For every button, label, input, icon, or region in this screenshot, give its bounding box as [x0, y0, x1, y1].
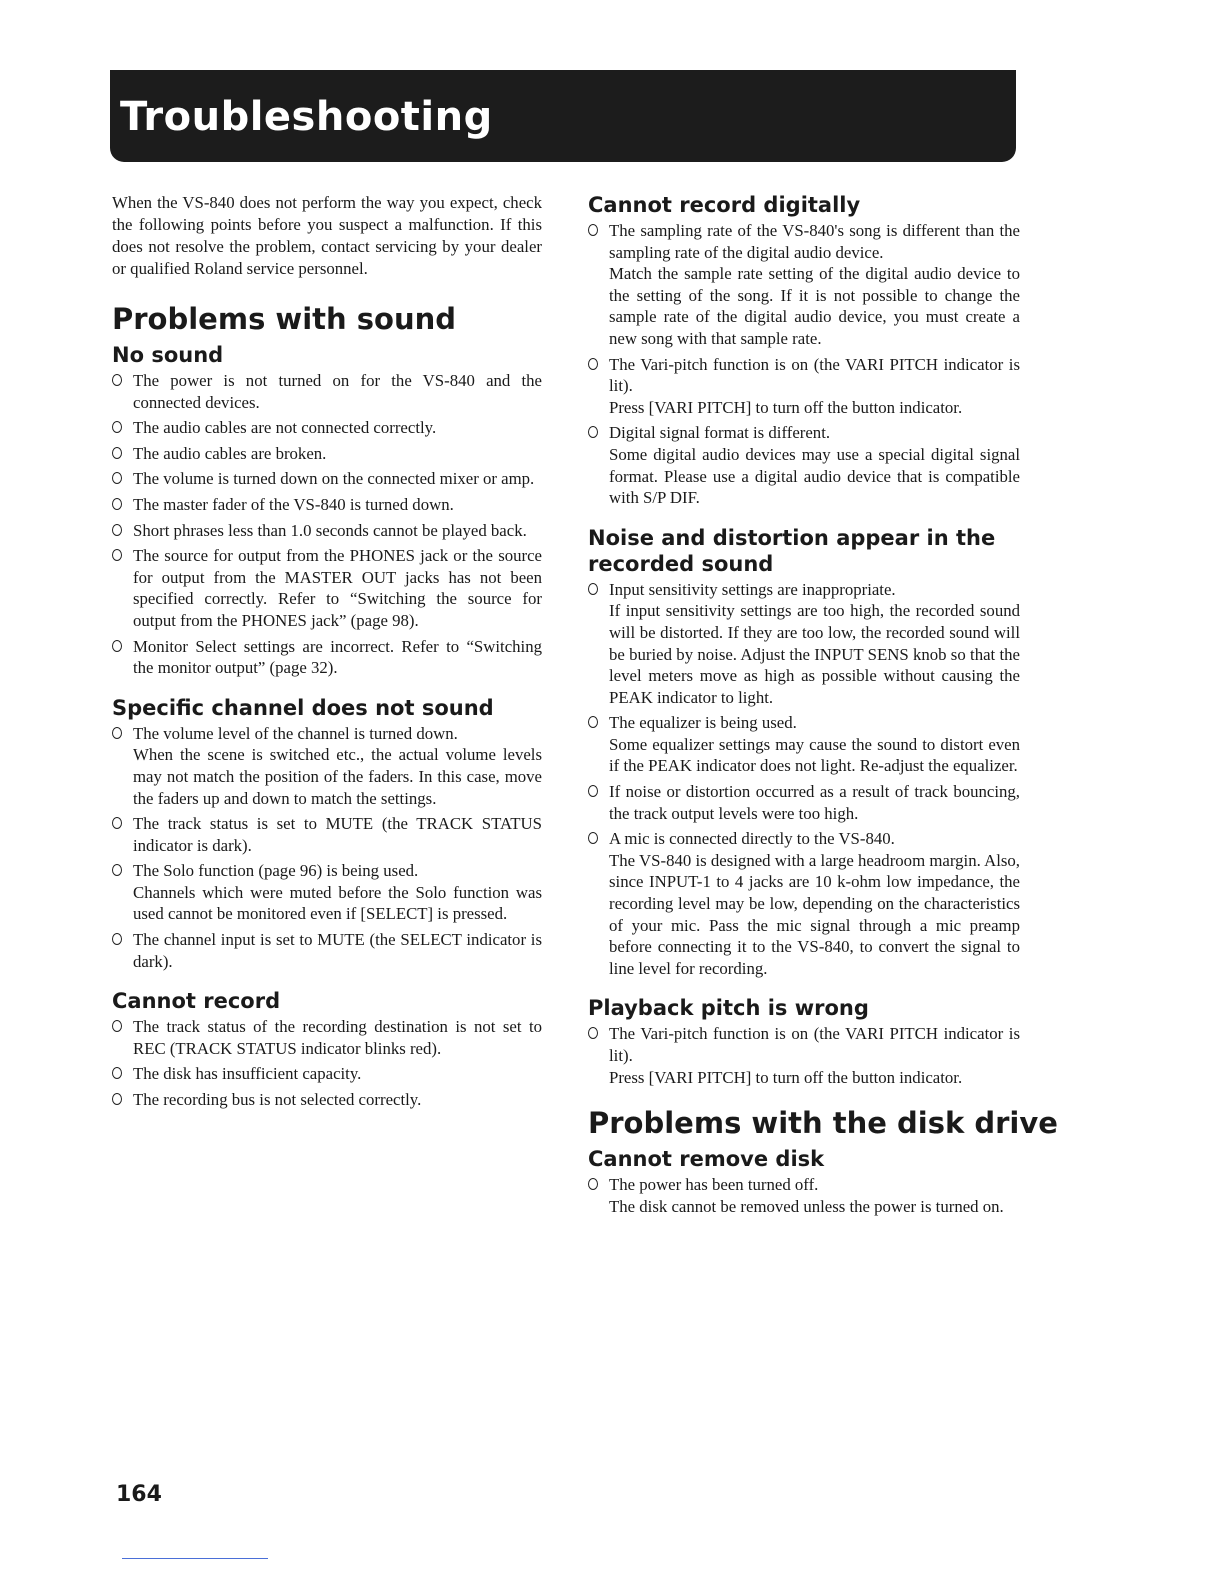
subheading-cannot-remove-disk: Cannot remove disk [588, 1147, 825, 1172]
title-banner [110, 70, 1016, 162]
list-item: The audio cables are not connected correctly. [112, 417, 542, 439]
circle-bullet-icon [112, 640, 122, 652]
cannot-remove-disk-list [588, 1174, 1020, 1217]
circle-bullet-icon [112, 374, 122, 386]
circle-bullet-icon [112, 817, 122, 829]
circle-bullet-icon [588, 224, 598, 236]
subheading-cannot-record-digitally: Cannot record digitally [588, 193, 861, 217]
list-item: The equalizer is being used. Some equalizer settings may cause the sound to distort even if the PEAK indicator does not light. Re-adjust the equalizer. [588, 712, 1020, 777]
list-item: The sampling rate of the VS-840's song is different than the sampling rate of the digital audio device. Match the sample rate setting of the digital audio device to the setting of the song. If it is not possible to change the sample rate of the digital audio device, you must create a new song with that sample rate. [588, 220, 1020, 350]
list-item: The audio cables are broken. [112, 443, 542, 465]
list-item: The track status of the recording destination is not set to REC (TRACK STATUS indicator blinks red). [112, 1016, 542, 1059]
circle-bullet-icon [112, 1020, 122, 1032]
subheading-playback-pitch: Playback pitch is wrong [588, 996, 869, 1021]
circle-bullet-icon [112, 1067, 122, 1079]
circle-bullet-icon [588, 358, 598, 370]
circle-bullet-icon [112, 421, 122, 433]
list-item: The Vari-pitch function is on (the VARI PITCH indicator is lit). Press [VARI PITCH] to turn off the button indicator. [588, 354, 1020, 419]
subheading-specific-channel: Specific channel does not sound [112, 695, 494, 720]
list-item: The track status is set to MUTE (the TRACK STATUS indicator is dark). [112, 813, 542, 856]
section-heading-disk: Problems with the disk drive [588, 1106, 1058, 1141]
subheading-noise-distortion: Noise and distortion appear in the recorded sound [588, 525, 996, 576]
circle-bullet-icon [588, 1178, 598, 1190]
footer-rule [122, 1558, 268, 1559]
circle-bullet-icon [112, 727, 122, 739]
list-item: Monitor Select settings are incorrect. Refer to “Switching the monitor output” (page 32). [112, 636, 542, 679]
circle-bullet-icon [588, 832, 598, 844]
circle-bullet-icon [112, 933, 122, 945]
circle-bullet-icon [588, 426, 598, 438]
circle-bullet-icon [112, 549, 122, 561]
list-item: The channel input is set to MUTE (the SELECT indicator is dark). [112, 929, 542, 972]
list-item: If noise or distortion occurred as a result of track bouncing, the track output levels were too high. [588, 781, 1020, 824]
circle-bullet-icon [588, 583, 598, 595]
page-title: Troubleshooting [120, 94, 493, 140]
subheading-no-sound: No sound [112, 343, 224, 367]
list-item: The power is not turned on for the VS-840 and the connected devices. [112, 370, 542, 413]
right-column [588, 192, 1058, 1221]
circle-bullet-icon [112, 472, 122, 484]
subheading-cannot-record: Cannot record [112, 989, 281, 1014]
page-number: 164 [116, 1482, 162, 1507]
list-item: The recording bus is not selected correctly. [112, 1089, 542, 1111]
list-item: The source for output from the PHONES jack or the source for output from the MASTER OUT jacks has not been specified correctly. Refer to “Switching the source for output from the PHONES jack” (page 98). [112, 545, 542, 631]
list-item: The volume level of the channel is turned down. When the scene is switched etc., the actual volume levels may not match the position of the faders. In this case, move the faders up and down to match the settings. [112, 723, 542, 809]
circle-bullet-icon [588, 785, 598, 797]
playback-pitch-list [588, 1023, 1020, 1088]
cannot-record-list [112, 1016, 542, 1110]
circle-bullet-icon [112, 1093, 122, 1105]
cannot-record-digitally-list [588, 220, 1020, 509]
specific-channel-list [112, 723, 542, 973]
noise-distortion-list [588, 579, 1020, 980]
circle-bullet-icon [588, 716, 598, 728]
list-item: The master fader of the VS-840 is turned down. [112, 494, 542, 516]
circle-bullet-icon [588, 1027, 598, 1039]
list-item: The Solo function (page 96) is being used. Channels which were muted before the Solo function was used cannot be monitored even if [SELECT] is pressed. [112, 860, 542, 925]
list-item: Short phrases less than 1.0 seconds cannot be played back. [112, 520, 542, 542]
circle-bullet-icon [112, 447, 122, 459]
list-item: The power has been turned off. The disk cannot be removed unless the power is turned on. [588, 1174, 1020, 1217]
section-heading-sound: Problems with sound [112, 302, 456, 336]
left-column [112, 192, 542, 1115]
no-sound-list [112, 370, 542, 679]
circle-bullet-icon [112, 864, 122, 876]
list-item: The volume is turned down on the connected mixer or amp. [112, 468, 542, 490]
circle-bullet-icon [112, 498, 122, 510]
list-item: A mic is connected directly to the VS-840. The VS-840 is designed with a large headroom margin. Also, since INPUT-1 to 4 jacks are 10 k-ohm low impedance, the recording level may be low, depending on the characteristics of your mic. Pass the mic signal through a mic preamp before connecting it to the VS-840, to convert the signal to line level for recording. [588, 828, 1020, 979]
list-item: Input sensitivity settings are inappropriate. If input sensitivity settings are too high, the recorded sound will be distorted. If they are too low, the recorded sound will be buried by noise. Adjust the INPUT SENS knob so that the level meters move as high as possible without causing the PEAK indicator to light. [588, 579, 1020, 709]
circle-bullet-icon [112, 524, 122, 536]
list-item: The Vari-pitch function is on (the VARI PITCH indicator is lit). Press [VARI PITCH] to turn off the button indicator. [588, 1023, 1020, 1088]
list-item: Digital signal format is different. Some digital audio devices may use a special digital signal format. Please use a digital audio device that is compatible with S/P DIF. [588, 422, 1020, 508]
intro-paragraph: When the VS-840 does not perform the way you expect, check the following points before you suspect a malfunction. If this does not resolve the problem, contact servicing by your dealer or qualified Roland service personnel. [112, 193, 542, 278]
list-item: The disk has insufficient capacity. [112, 1063, 542, 1085]
